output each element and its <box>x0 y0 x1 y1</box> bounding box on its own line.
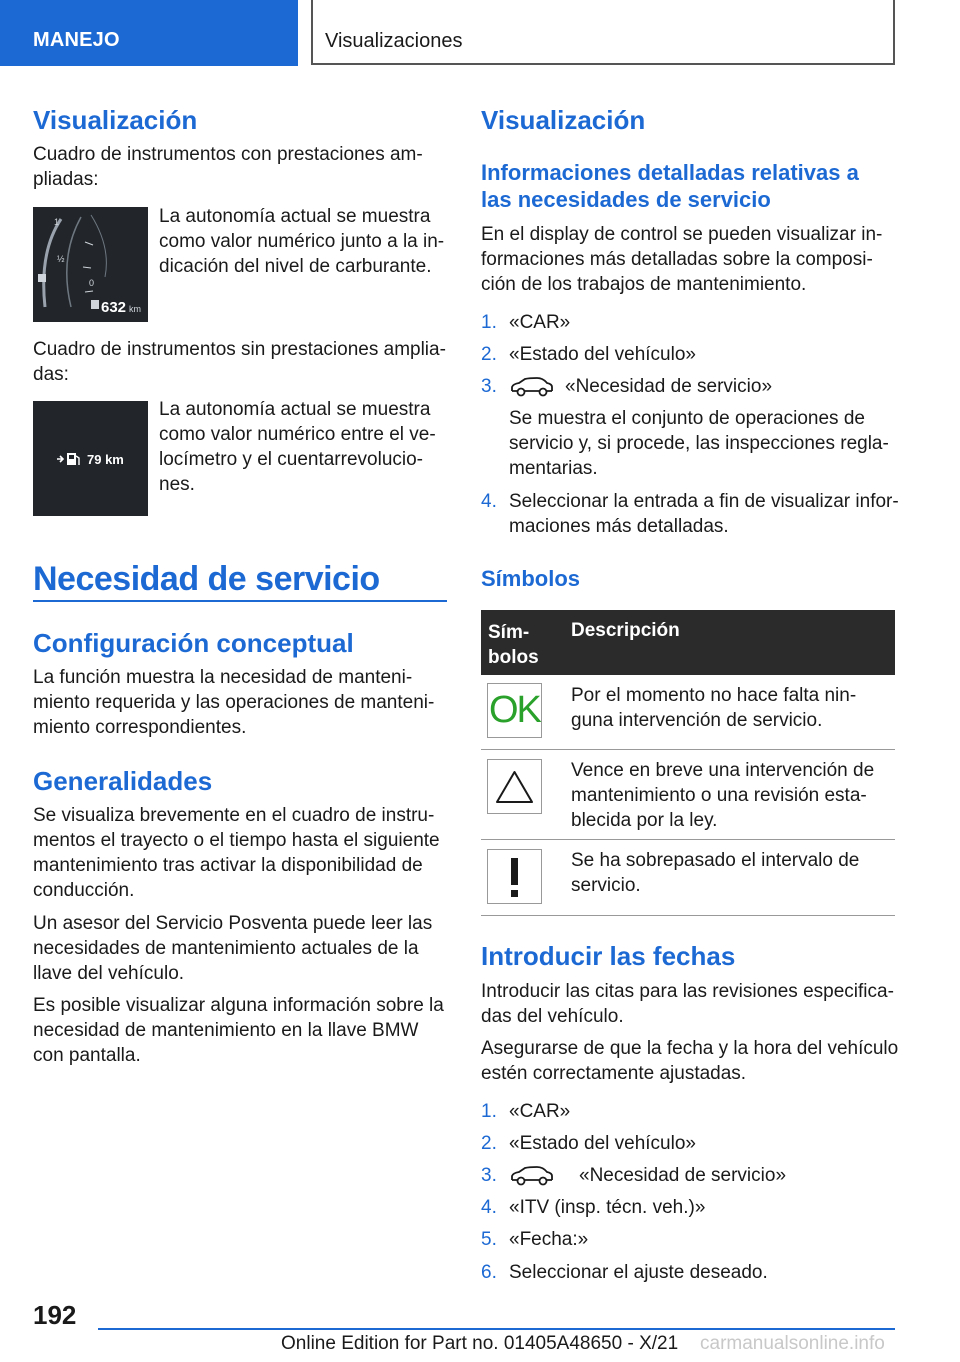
text-line: como valor numérico entre el ve- <box>159 424 436 445</box>
car-service-icon <box>509 377 555 397</box>
section-title: Necesidad de servicio <box>33 560 380 598</box>
range-unit: km <box>129 304 141 314</box>
text-line: dicación del nivel de carburante. <box>159 256 432 277</box>
tick-half-label: ½ <box>57 254 65 264</box>
list-number: 3. <box>481 376 497 397</box>
list-text: «CAR» <box>509 1101 571 1122</box>
text-line: das del vehículo. <box>481 1006 624 1027</box>
ok-symbol-text: OK <box>489 689 540 731</box>
concept-paragraph <box>33 665 434 740</box>
text-line: miento correspondientes. <box>33 717 247 738</box>
right-title: Visualización <box>481 105 646 135</box>
text-line: La autonomía actual se muestra <box>159 399 431 420</box>
table-row <box>481 675 895 750</box>
text-line: bolos <box>488 647 539 668</box>
text-line: servicio y, si procede, las inspecciones regla- <box>509 433 889 454</box>
list-number: 4. <box>481 1197 497 1218</box>
table-row <box>481 840 895 916</box>
text-line: estén correctamente ajustadas. <box>481 1063 747 1084</box>
text-line: con pantalla. <box>33 1045 141 1066</box>
col-symbols-header <box>488 620 539 670</box>
right-intro <box>481 222 882 297</box>
intro-extended <box>33 142 423 192</box>
step3-detail <box>509 406 889 481</box>
dates-paragraph-2 <box>481 1036 898 1086</box>
ok-icon <box>487 683 542 738</box>
general-title: Generalidades <box>33 766 213 796</box>
list-number: 4. <box>481 491 497 512</box>
text-line: formaciones más detalladas sobre la composi- <box>481 249 873 270</box>
symbols-title: Símbolos <box>481 566 581 591</box>
exclamation-icon <box>487 849 542 904</box>
warning-triangle-icon <box>487 759 542 814</box>
text-line: mentarias. <box>509 458 598 479</box>
list-text: «CAR» <box>509 312 571 333</box>
text-line: Se ha sobrepasado el intervalo de <box>571 850 860 871</box>
text-line: Informaciones detalladas relativas a <box>481 160 859 185</box>
list-number: 3. <box>481 1165 497 1186</box>
triangle-shape <box>488 760 541 813</box>
text-line: guna intervención de servicio. <box>571 710 823 731</box>
tick-0-label: 0 <box>89 278 95 288</box>
list-text: Seleccionar la entrada a fin de visualizar infor- <box>509 491 899 512</box>
list-text: «ITV (insp. técn. veh.)» <box>509 1197 706 1218</box>
text-line: Cuadro de instrumentos con prestaciones am- <box>33 144 423 165</box>
concept-title: Configuración conceptual <box>33 628 354 658</box>
list-number: 5. <box>481 1229 497 1250</box>
right-subtitle <box>481 159 859 213</box>
dates-paragraph-1 <box>481 979 894 1029</box>
text-line: En el display de control se pueden visualizar in- <box>481 224 883 245</box>
list-number: 6. <box>481 1262 497 1283</box>
general-paragraph-1 <box>33 803 440 903</box>
list-number: 2. <box>481 344 497 365</box>
text-line: necesidad de mantenimiento en la llave BMW <box>33 1020 419 1041</box>
step4-continuation: maciones más detalladas. <box>509 516 729 537</box>
header-divider-right <box>893 0 895 64</box>
page-header <box>0 0 960 66</box>
footer-watermark: carmanualsonline.info <box>700 1333 885 1354</box>
text-line: necesidades de mantenimiento actuales de la <box>33 938 419 959</box>
text-line: mantenimiento o una revisión esta- <box>571 785 867 806</box>
text-line: Introducir las citas para las revisiones especifica- <box>481 981 894 1002</box>
text-line: Un asesor del Servicio Posventa puede leer las <box>33 913 433 934</box>
text-line: mentos el trayecto o el tiempo hasta el siguiente <box>33 830 440 851</box>
img1-caption <box>159 204 444 279</box>
exclamation-shape <box>488 850 541 903</box>
range-basic-image <box>33 401 148 516</box>
section-tab <box>0 0 298 66</box>
list-number: 2. <box>481 1133 497 1154</box>
text-line: Vence en breve una intervención de <box>571 760 875 781</box>
col-description-header: Descripción <box>571 620 680 641</box>
range-value: 632 <box>101 299 127 316</box>
text-line: La autonomía actual se muestra <box>159 206 431 227</box>
range-text: 79 km <box>87 452 124 467</box>
general-paragraph-2 <box>33 911 432 986</box>
text-line: Cuadro de instrumentos sin prestaciones amplia- <box>33 339 446 360</box>
row-description <box>571 683 856 733</box>
dates-title: Introducir las fechas <box>481 941 736 971</box>
symbols-table-header <box>481 610 895 675</box>
text-line: das: <box>33 364 69 385</box>
list-text: «Necesidad de servicio» <box>579 1165 787 1186</box>
general-paragraph-3 <box>33 993 444 1068</box>
text-line: nes. <box>159 474 195 495</box>
footer-rule <box>98 1328 895 1330</box>
list-text: «Estado del vehículo» <box>509 344 696 365</box>
text-line: servicio. <box>571 875 641 896</box>
text-line: miento requerida y las operaciones de manteni- <box>33 692 435 713</box>
list-text: «Estado del vehículo» <box>509 1133 696 1154</box>
text-line: Se muestra el conjunto de operaciones de <box>509 408 865 429</box>
left-title: Visualización <box>33 105 198 135</box>
text-line: blecida por la ley. <box>571 810 718 831</box>
text-line: Sím- <box>488 622 530 643</box>
list-text: «Fecha:» <box>509 1229 589 1250</box>
chapter-label: Visualizaciones <box>325 30 463 52</box>
text-line: La función muestra la necesidad de manteni- <box>33 667 413 688</box>
header-divider-left <box>311 0 313 64</box>
page-number: 192 <box>33 1300 77 1330</box>
list-text: Seleccionar el ajuste deseado. <box>509 1262 768 1283</box>
list-text: «Necesidad de servicio» <box>565 376 773 397</box>
tick-1-label: 1 <box>54 217 60 227</box>
car-service-icon <box>509 1166 555 1186</box>
text-line: Se visualiza brevemente en el cuadro de instru- <box>33 805 435 826</box>
header-divider-bottom <box>311 63 895 65</box>
img2-caption <box>159 397 436 497</box>
section-label: MANEJO <box>33 29 120 51</box>
text-line: pliadas: <box>33 169 99 190</box>
text-line: conducción. <box>33 880 135 901</box>
intro-basic <box>33 337 446 387</box>
text-line: como valor numérico junto a la in- <box>159 231 445 252</box>
footer-edition-text: Online Edition for Part no. 01405A48650 - X/21 <box>281 1333 679 1354</box>
text-line: ción de los trabajos de mantenimiento. <box>481 274 807 295</box>
text-line: Asegurarse de que la fecha y la hora del vehículo <box>481 1038 899 1059</box>
list-number: 1. <box>481 312 497 333</box>
text-line: locímetro y el cuentarrevolucio- <box>159 449 423 470</box>
text-line: llave del vehículo. <box>33 963 185 984</box>
text-line: mantenimiento tras activar la disponibilidad de <box>33 855 423 876</box>
text-line: Es posible visualizar alguna información sobre la <box>33 995 444 1016</box>
table-row <box>481 750 895 840</box>
list-number: 1. <box>481 1101 497 1122</box>
fuel-range-icon <box>57 452 81 466</box>
text-line: Por el momento no hace falta nin- <box>571 685 857 706</box>
gauge-extended-image <box>33 207 148 322</box>
text-line: las necesidades de servicio <box>481 187 771 212</box>
row-description <box>571 848 859 898</box>
row-description <box>571 758 874 833</box>
section-rule <box>33 600 447 602</box>
